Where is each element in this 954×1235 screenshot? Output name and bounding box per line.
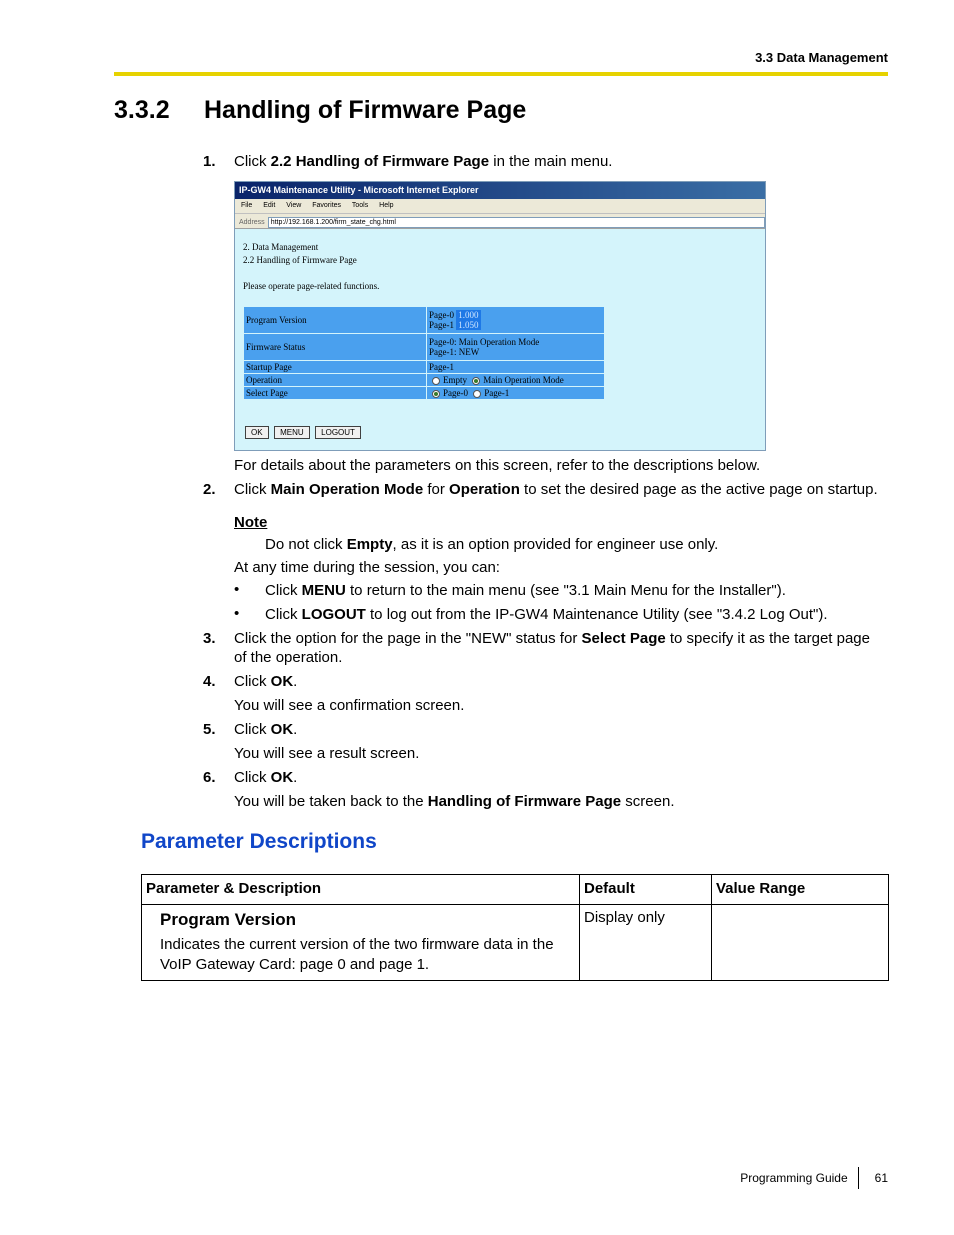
page-breadcrumb-1: 2. Data Management [243,242,319,252]
footer-separator [858,1167,859,1189]
param-default: Display only [580,905,712,981]
bullet-2-text: Click LOGOUT to log out from the IP-GW4 Maintenance Utility (see "3.4.2 Log Out"). [265,606,828,623]
version-page0: 1.000 [458,310,479,320]
step-4-result: You will see a confirmation screen. [234,697,465,714]
section-number: 3.3.2 [114,96,170,124]
bullet-1-text: Click MENU to return to the main menu (see "3.1 Main Menu for the Installer"). [265,582,786,599]
parameter-table [141,874,889,981]
param-description: Indicates the current version of the two firmware data in the VoIP Gateway Card: page 0 and page 1. [160,936,554,973]
bullet-2-mark: • [234,605,240,622]
radio-page-1[interactable] [473,390,481,398]
menu-tools[interactable]: Tools [351,202,369,209]
parameter-table-header [142,875,889,905]
step-4-text: Click OK. [234,673,298,690]
bullet-1-mark: • [234,581,240,598]
step-3-text: Click the option for the page in the "NEW" status for Select Page to specify it as the target page [234,630,870,647]
step-5-text: Click OK. [234,721,298,738]
footer-label: Programming Guide [740,1171,848,1185]
ok-button[interactable]: OK [245,426,269,439]
browser-screenshot [234,181,766,451]
menu-view[interactable]: View [286,202,302,209]
page-breadcrumb-2: 2.2 Handling of Firmware Page [243,255,357,265]
logout-button[interactable]: LOGOUT [315,426,361,439]
step-3-number: 3. [203,630,216,647]
radio-main-operation-mode[interactable] [472,377,480,385]
step-2-text: Click Main Operation Mode for Operation to set the desired page as the active page on startup. [234,481,878,498]
param-name: Program Version [160,910,297,929]
step-2-number: 2. [203,481,216,498]
step-5-number: 5. [203,721,216,738]
val-select-page: Page-0 Page-1 [427,387,604,399]
key-select-page: Select Page [244,387,426,399]
parameter-descriptions-heading: Parameter Descriptions [141,830,377,853]
row-firmware-status [244,334,604,360]
page-instruction: Please operate page-related functions. [243,281,380,291]
step-3-text-line2: of the operation. [234,649,343,666]
version-page1: 1.050 [458,320,479,330]
firmware-table [243,306,605,400]
row-program-version [244,307,604,333]
screen-note: For details about the parameters on this screen, refer to the descriptions below. [234,457,761,474]
header-rule [114,72,888,76]
row-startup-page [244,361,604,373]
param-cell [142,905,580,981]
val-firmware-status: Page-0: Main Operation Mode Page-1: NEW [427,334,604,360]
col-default: Default [580,875,712,905]
col-parameter-description: Parameter & Description [142,875,580,905]
step-6-result: You will be taken back to the Handling of Firmware Page screen. [234,793,675,810]
button-row [245,426,364,439]
anytime-text: At any time during the session, you can: [234,559,500,576]
step-6-number: 6. [203,769,216,786]
key-firmware-status: Firmware Status [244,334,426,360]
val-operation: Empty Main Operation Mode [427,374,604,386]
browser-menu-bar [235,199,765,214]
radio-empty[interactable] [432,377,440,385]
step-1-number: 1. [203,153,216,170]
step-6-text: Click OK. [234,769,298,786]
menu-edit[interactable]: Edit [263,202,276,209]
note-text: Do not click Empty, as it is an option provided for engineer use only. [265,536,719,553]
browser-title-bar: IP-GW4 Maintenance Utility - Microsoft Internet Explorer [235,182,765,199]
running-header: 3.3 Data Management [755,50,888,65]
step-5-result: You will see a result screen. [234,745,420,762]
param-value-range [712,905,889,981]
key-startup-page: Startup Page [244,361,426,373]
key-program-version: Program Version [244,307,426,333]
section-title-text: Handling of Firmware Page [204,96,527,124]
menu-button[interactable]: MENU [274,426,310,439]
val-program-version: Page-0 1.000 Page-1 1.050 [427,307,604,333]
page-footer [740,1167,888,1189]
address-bar [235,214,765,229]
val-startup-page: Page-1 [427,361,604,373]
row-select-page [244,387,604,399]
menu-file[interactable]: File [241,202,253,209]
col-value-range: Value Range [712,875,889,905]
key-operation: Operation [244,374,426,386]
browser-page-body [235,229,765,450]
step-1-text: Click 2.2 Handling of Firmware Page in the main menu. [234,153,613,170]
step-4-number: 4. [203,673,216,690]
note-label: Note [234,514,268,531]
address-input[interactable]: http://192.168.1.200/firm_state_chg.html [268,217,765,228]
address-label: Address [239,218,265,226]
menu-favorites[interactable]: Favorites [312,202,342,209]
page-number: 61 [874,1171,888,1185]
radio-page-0[interactable] [432,390,440,398]
table-row [142,905,889,981]
row-operation [244,374,604,386]
menu-help[interactable]: Help [379,202,394,209]
section-title [114,96,526,125]
